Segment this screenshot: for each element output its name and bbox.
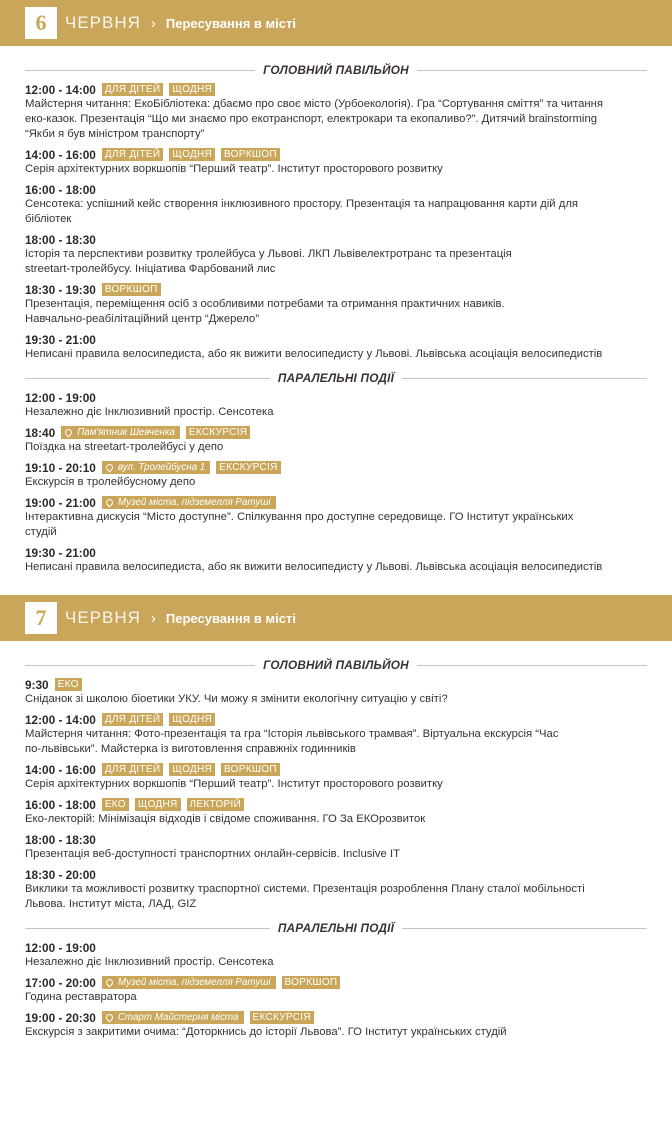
- event-tag: ДЛЯ ДІТЕЙ: [102, 148, 164, 161]
- event-time-row: [25, 147, 647, 162]
- event-time-row: [25, 1010, 647, 1025]
- event-time-row: [25, 797, 647, 812]
- event-tag: ЩОДНЯ: [169, 763, 215, 776]
- event-description-line: Година реставратора: [25, 991, 137, 1003]
- event-description-line: Поїздка на streetart-тролейбусі у депо: [25, 441, 224, 453]
- event-time-row: [25, 495, 647, 510]
- event-time: 18:30 - 20:00: [25, 867, 96, 882]
- schedule-event: [0, 82, 672, 142]
- schedule-event: [0, 147, 672, 177]
- event-tag: ЕКСКУРСІЯ: [186, 426, 250, 439]
- schedule-event: [0, 832, 672, 862]
- event-time-row: [25, 712, 647, 727]
- event-description-line: бібліотек: [25, 213, 72, 225]
- event-tag: ВОРКШОП: [221, 148, 280, 161]
- schedule-event: [0, 712, 672, 757]
- location-badge: [102, 976, 276, 989]
- day-section-7: [0, 575, 672, 1040]
- event-description-line: Еко-лекторій: Мінімізація відходів і свідоме споживання. ГО За ЕКОрозвиток: [25, 813, 426, 825]
- location-badge: [102, 496, 276, 509]
- event-description-line: Сенсотека: успішний кейс створення інклюзивного простору. Презентація та напрацювання карти дій для: [25, 198, 579, 210]
- event-description-line: Презентація, переміщення осіб з особливими потребами та отримання практичних навиків.: [25, 298, 505, 310]
- event-tag: ВОРКШОП: [282, 976, 341, 989]
- location-text: Музей міста, підземелля Ратуші: [117, 497, 271, 508]
- event-description-line: Майстерня читання: Фото-презентація та гра “Історія львівського трамвая”. Віртуальна екскурсія “Час: [25, 728, 559, 740]
- event-description-line: студій: [25, 526, 57, 538]
- event-time-row: [25, 460, 647, 475]
- event-time-row: [25, 232, 647, 247]
- section-heading-main-pavilion: [25, 657, 647, 673]
- event-time: 12:00 - 19:00: [25, 390, 96, 405]
- event-time-row: [25, 940, 647, 955]
- event-time: 14:00 - 16:00: [25, 762, 96, 777]
- event-description-line: Навчально-реабілітаційний центр “Джерело”: [25, 313, 260, 325]
- event-time: 19:00 - 21:00: [25, 495, 96, 510]
- event-tag: ВОРКШОП: [102, 283, 161, 296]
- event-description-line: Неписані правила велосипедиста, або як вижити велосипедисту у Львові. Львівська асоціація велосипедистів: [25, 348, 603, 360]
- event-description-line: streetart-тролейбусу. Ініціатива Фарбований лис: [25, 263, 276, 275]
- section-heading-text: ГОЛОВНИЙ ПАВІЛЬЙОН: [255, 63, 417, 77]
- event-time: 14:00 - 16:00: [25, 147, 96, 162]
- event-time-row: [25, 282, 647, 297]
- event-tag: ЛЕКТОРІЙ: [187, 798, 245, 811]
- section-heading-main-pavilion: [25, 62, 647, 78]
- event-tag: ДЛЯ ДІТЕЙ: [102, 83, 164, 96]
- location-pin-icon: [104, 463, 114, 473]
- event-time-row: [25, 975, 647, 990]
- event-tag: ЕКО: [55, 678, 82, 691]
- section-heading-parallel-events: [25, 370, 647, 386]
- section-heading-text: ГОЛОВНИЙ ПАВІЛЬЙОН: [255, 658, 417, 672]
- event-description-line: Незалежно діє Інклюзивний простір. Сенсотека: [25, 406, 274, 418]
- event-tag: ЩОДНЯ: [135, 798, 181, 811]
- event-tag: ЩОДНЯ: [169, 713, 215, 726]
- event-tag: ЕКСКУРСІЯ: [250, 1011, 314, 1024]
- event-time-row: [25, 390, 647, 405]
- location-text: Пам'ятник Шевченка: [77, 427, 175, 438]
- event-description-line: Неписані правила велосипедиста, або як вижити велосипедисту у Львові. Львівська асоціація велосипедистів: [25, 561, 603, 573]
- event-description-line: Серія архітектурних воркшопів “Перший театр”. Інститут просторового розвитку: [25, 778, 443, 790]
- location-badge: [61, 426, 180, 439]
- event-description-line: Екскурсія з закритими очима: “Доторкнись до історії Львова”. ГО Інститут українських студій: [25, 1026, 507, 1038]
- schedule-event: [0, 460, 672, 490]
- event-time: 12:00 - 19:00: [25, 940, 96, 955]
- schedule-event: [0, 332, 672, 362]
- event-description-line: Майстерня читання: ЕкоБібліотека: дбаємо про своє місто (Урбоекологія). Гра “Сортування сміття” та читання: [25, 98, 604, 110]
- schedule-event: [0, 495, 672, 540]
- day-theme-title: Пересування в місті: [165, 610, 296, 626]
- event-tag: ДЛЯ ДІТЕЙ: [102, 763, 164, 776]
- schedule-event: [0, 390, 672, 420]
- event-time: 18:40: [25, 425, 56, 440]
- event-time-row: [25, 677, 647, 692]
- event-description-line: Інтерактивна дискусія “Місто доступне”. Спілкування про доступне середовище. ГО Інститут українських: [25, 511, 574, 523]
- section-heading-text: ПАРАЛЕЛЬНІ ПОДІЇ: [270, 371, 402, 385]
- event-time: 19:30 - 21:00: [25, 332, 96, 347]
- schedule-event: [0, 282, 672, 327]
- event-time: 19:30 - 21:00: [25, 545, 96, 560]
- event-time: 19:10 - 20:10: [25, 460, 96, 475]
- event-description-line: Львова. Інститут міста, ЛАД, GIZ: [25, 898, 197, 910]
- schedule-event: [0, 232, 672, 277]
- event-time-row: [25, 182, 647, 197]
- location-pin-icon: [104, 1013, 114, 1023]
- location-text: Старт Майстерня міста: [117, 1012, 239, 1023]
- event-tag: ВОРКШОП: [221, 763, 280, 776]
- event-time: 19:00 - 20:30: [25, 1010, 96, 1025]
- day-theme-title: Пересування в місті: [165, 15, 296, 31]
- event-description-line: Презентація веб-доступності транспортних онлайн-сервісів. Inclusive IT: [25, 848, 400, 860]
- event-time-row: [25, 82, 647, 97]
- event-tag: ЩОДНЯ: [169, 83, 215, 96]
- event-time-row: [25, 332, 647, 347]
- event-time-row: [25, 867, 647, 882]
- event-description-line: Серія архітектурних воркшопів “Перший театр”. Інститут просторового розвитку: [25, 163, 443, 175]
- location-badge: [102, 1011, 244, 1024]
- event-tag: ЩОДНЯ: [169, 148, 215, 161]
- location-pin-icon: [104, 498, 114, 508]
- event-time: 17:00 - 20:00: [25, 975, 96, 990]
- event-description-line: Екскурсія в тролейбусному депо: [25, 476, 196, 488]
- schedule-event: [0, 797, 672, 827]
- chevron-right-icon: ›: [150, 609, 156, 627]
- event-description-line: “Якби я був міністром транспорту”: [25, 128, 205, 140]
- day-header: [0, 595, 672, 641]
- day-header: [0, 0, 672, 46]
- event-time: 18:00 - 18:30: [25, 232, 96, 247]
- section-heading-parallel-events: [25, 920, 647, 936]
- schedule-event: [0, 940, 672, 970]
- event-time: 18:30 - 19:30: [25, 282, 96, 297]
- event-time: 12:00 - 14:00: [25, 82, 96, 97]
- event-description-line: Незалежно діє Інклюзивний простір. Сенсотека: [25, 956, 274, 968]
- event-description-line: Історія та перспективи розвитку тролейбуса у Львові. ЛКП Львівелектротранс та презентація: [25, 248, 512, 260]
- schedule-event: [0, 182, 672, 227]
- location-pin-icon: [64, 428, 74, 438]
- event-description-line: по-львівськи”. Майстерка із виготовлення справжніх годинників: [25, 743, 356, 755]
- event-tag: ЕКО: [102, 798, 129, 811]
- event-tag: ЕКСКУРСІЯ: [216, 461, 280, 474]
- location-text: вул. Тролейбусна 1: [117, 462, 206, 473]
- day-number: 7: [25, 602, 57, 634]
- location-badge: [102, 461, 210, 474]
- schedule-event: [0, 762, 672, 792]
- event-time: 9:30: [25, 677, 49, 692]
- location-text: Музей міста, підземелля Ратуші: [117, 977, 271, 988]
- chevron-right-icon: ›: [150, 14, 156, 32]
- section-heading-text: ПАРАЛЕЛЬНІ ПОДІЇ: [270, 921, 402, 935]
- event-time: 16:00 - 18:00: [25, 182, 96, 197]
- location-pin-icon: [104, 978, 114, 988]
- event-time-row: [25, 545, 647, 560]
- day-number: 6: [25, 7, 57, 39]
- schedule-event: [0, 545, 672, 575]
- event-description-line: Виклики та можливості розвитку траспортної системи. Презентація розроблення Плану сталої мобільності: [25, 883, 585, 895]
- event-time-row: [25, 425, 647, 440]
- day-month: ЧЕРВНЯ: [65, 13, 141, 32]
- event-time-row: [25, 762, 647, 777]
- schedule-event: [0, 867, 672, 912]
- schedule-event: [0, 677, 672, 707]
- event-time: 16:00 - 18:00: [25, 797, 96, 812]
- day-month: ЧЕРВНЯ: [65, 608, 141, 627]
- event-time-row: [25, 832, 647, 847]
- event-time: 18:00 - 18:30: [25, 832, 96, 847]
- schedule-event: [0, 1010, 672, 1040]
- event-description-line: еко-казок. Презентація “Що ми знаємо про екотранспорт, електрокари та екопаливо?”. Дитячий brainstorming: [25, 113, 598, 125]
- event-tag: ДЛЯ ДІТЕЙ: [102, 713, 164, 726]
- event-description-line: Сніданок зі школою біоетики УКУ. Чи можу я змінити екологічну ситуацію у світі?: [25, 693, 448, 705]
- event-time: 12:00 - 14:00: [25, 712, 96, 727]
- schedule-event: [0, 425, 672, 455]
- schedule-event: [0, 975, 672, 1005]
